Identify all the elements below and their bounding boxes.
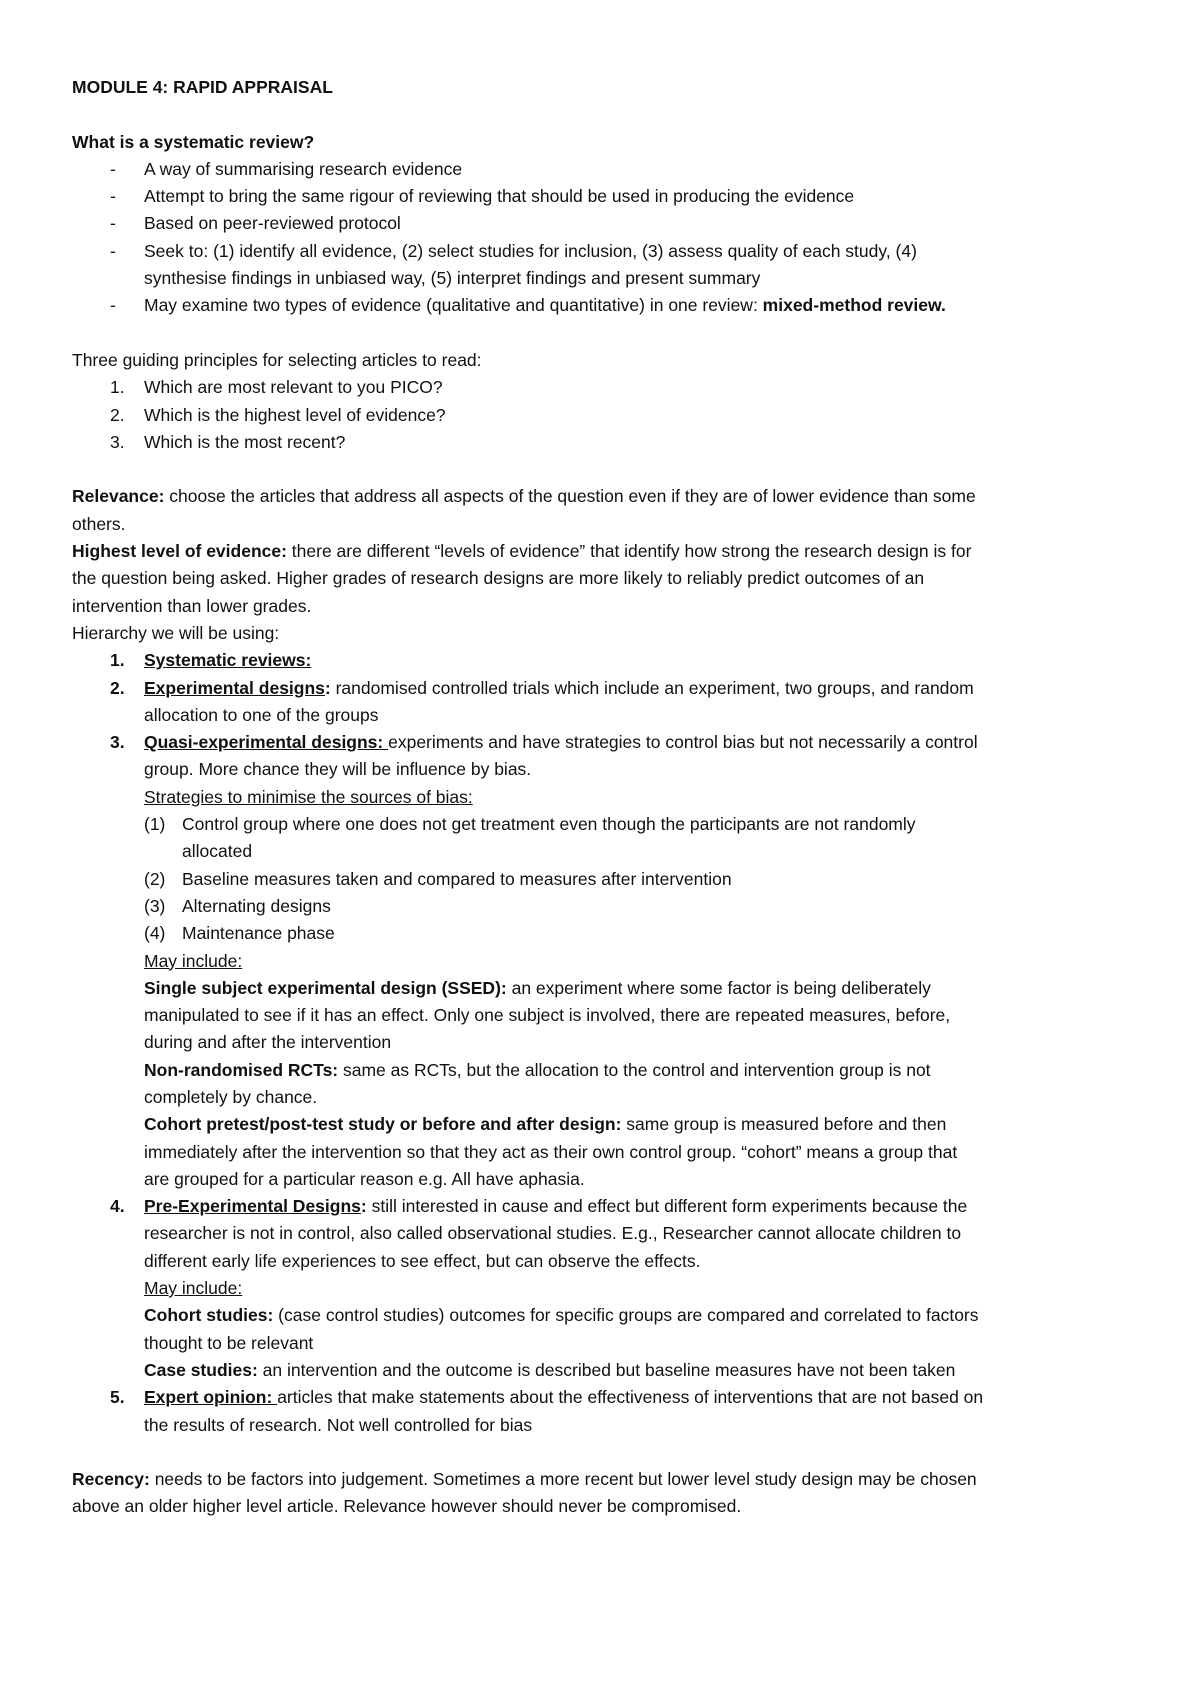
strategy-continuation: allocated bbox=[182, 841, 253, 862]
bullet-text: Based on peer-reviewed protocol bbox=[144, 213, 401, 234]
spacer bbox=[72, 1439, 1140, 1466]
bullet-continuation: synthesise findings in unbiased way, (5) interpret findings and present summary bbox=[144, 268, 761, 289]
ssed-continuation: during and after the intervention bbox=[144, 1032, 392, 1053]
principle-item bbox=[72, 429, 1140, 456]
may-include-heading: May include: bbox=[144, 1278, 243, 1299]
nonrandomised-paragraph bbox=[72, 1057, 1140, 1084]
spacer bbox=[72, 320, 1140, 347]
list-number: 2. bbox=[110, 677, 125, 698]
case-studies-paragraph bbox=[72, 1357, 1140, 1384]
cohort-pretest-label: Cohort pretest/post-test study or before and after design: bbox=[144, 1114, 622, 1135]
hierarchy-intro: Hierarchy we will be using: bbox=[72, 622, 280, 643]
strategy-text: Control group where one does not get treatment even though the participants are not randomly bbox=[182, 814, 916, 835]
case-studies-text: an intervention and the outcome is described but baseline measures have not been taken bbox=[257, 1359, 956, 1380]
bullet-item bbox=[72, 238, 1140, 265]
relevance-text: choose the articles that address all aspects of the question even if they are of lower evidence than some bbox=[164, 486, 976, 507]
strategy-item bbox=[72, 920, 1140, 947]
nonrandomised-continuation: completely by chance. bbox=[144, 1086, 318, 1107]
strategy-number: (4) bbox=[144, 923, 166, 944]
label-colon: : bbox=[360, 1196, 367, 1217]
ssed-continuation: manipulated to see if it has an effect. Only one subject is involved, there are repeated measures, before, bbox=[144, 1005, 951, 1026]
bullet-item bbox=[72, 210, 1140, 237]
hierarchy-item-5 bbox=[72, 1384, 1140, 1411]
item-continuation: allocation to one of the groups bbox=[144, 704, 379, 725]
systematic-reviews-label: Systematic reviews: bbox=[144, 650, 312, 671]
case-studies-label: Case studies: bbox=[144, 1359, 258, 1380]
relevance-continuation: others. bbox=[72, 513, 126, 534]
bullet-marker: - bbox=[110, 295, 116, 316]
principles-intro: Three guiding principles for selecting articles to read: bbox=[72, 349, 482, 370]
bullet-marker: - bbox=[110, 158, 116, 179]
strategy-number: (3) bbox=[144, 895, 166, 916]
strategy-number: (2) bbox=[144, 868, 166, 889]
cohort-pretest-text: same group is measured before and then bbox=[621, 1114, 947, 1135]
item-continuation: researcher is not in control, also called observational studies. E.g., Researcher cannot allocate children to bbox=[144, 1223, 962, 1244]
item-continuation: group. More chance they will be influence by bias. bbox=[144, 759, 532, 780]
recency-continuation: above an older higher level article. Relevance however should never be compromised. bbox=[72, 1496, 742, 1517]
experimental-designs-label: Experimental designs bbox=[144, 677, 325, 698]
bullet-item bbox=[72, 292, 1140, 319]
bullet-marker: - bbox=[110, 186, 116, 207]
strategy-number: (1) bbox=[144, 814, 166, 835]
hierarchy-item-2 bbox=[72, 675, 1140, 702]
list-number: 3. bbox=[110, 431, 125, 452]
list-number: 4. bbox=[110, 1196, 125, 1217]
principle-text: Which are most relevant to you PICO? bbox=[144, 377, 443, 398]
nonrandomised-text: same as RCTs, but the allocation to the control and intervention group is not bbox=[338, 1059, 931, 1080]
document-title: MODULE 4: RAPID APPRAISAL bbox=[72, 77, 333, 97]
hierarchy-item-1 bbox=[72, 647, 1140, 674]
bullet-text: May examine two types of evidence (qualitative and quantitative) in one review: bbox=[144, 295, 763, 316]
strategy-item bbox=[72, 893, 1140, 920]
principle-item bbox=[72, 402, 1140, 429]
item-text: still interested in cause and effect but different form experiments because the bbox=[366, 1196, 968, 1217]
bullet-text: A way of summarising research evidence bbox=[144, 158, 463, 179]
bullet-item bbox=[72, 156, 1140, 183]
item-text: experiments and have strategies to control bias but not necessarily a control bbox=[388, 732, 978, 753]
highest-level-label: Highest level of evidence: bbox=[72, 541, 287, 562]
principle-text: Which is the most recent? bbox=[144, 431, 346, 452]
list-number: 5. bbox=[110, 1387, 125, 1408]
quasi-experimental-label: Quasi-experimental designs: bbox=[144, 732, 389, 753]
item-text: articles that make statements about the effectiveness of interventions that are not based on bbox=[277, 1387, 984, 1408]
highest-level-continuation: intervention than lower grades. bbox=[72, 595, 312, 616]
bullet-marker: - bbox=[110, 213, 116, 234]
label-colon: : bbox=[324, 677, 331, 698]
expert-opinion-label: Expert opinion: bbox=[144, 1387, 278, 1408]
relevance-paragraph bbox=[72, 483, 1140, 510]
recency-label: Recency: bbox=[72, 1469, 150, 1490]
strategy-text: Baseline measures taken and compared to measures after intervention bbox=[182, 868, 732, 889]
nonrandomised-label: Non-randomised RCTs: bbox=[144, 1059, 339, 1080]
hierarchy-item-3 bbox=[72, 729, 1140, 756]
ssed-paragraph bbox=[72, 975, 1140, 1002]
spacer bbox=[72, 101, 1140, 128]
bullet-text: Seek to: (1) identify all evidence, (2) select studies for inclusion, (3) assess quality of each study, (4) bbox=[144, 240, 917, 261]
strategies-heading: Strategies to minimise the sources of bias: bbox=[144, 786, 473, 807]
principle-text: Which is the highest level of evidence? bbox=[144, 404, 446, 425]
recency-text: needs to be factors into judgement. Sometimes a more recent but lower level study design may be chosen bbox=[149, 1469, 977, 1490]
relevance-label: Relevance: bbox=[72, 486, 165, 507]
cohort-studies-label: Cohort studies: bbox=[144, 1305, 274, 1326]
list-number: 1. bbox=[110, 377, 125, 398]
bullet-item bbox=[72, 183, 1140, 210]
list-number: 2. bbox=[110, 404, 125, 425]
cohort-pretest-continuation: are grouped for a particular reason e.g. All have aphasia. bbox=[144, 1168, 585, 1189]
bullet-marker: - bbox=[110, 240, 116, 261]
highest-level-continuation: the question being asked. Higher grades of research designs are more likely to reliably predict outcomes of an bbox=[72, 568, 925, 589]
mixed-method-term: mixed-method review. bbox=[762, 295, 946, 316]
cohort-pretest-paragraph bbox=[72, 1111, 1140, 1138]
highest-level-text: there are different “levels of evidence” that identify how strong the research design is for bbox=[286, 541, 972, 562]
list-number: 1. bbox=[110, 650, 125, 671]
cohort-studies-text: (case control studies) outcomes for specific groups are compared and correlated to factors bbox=[273, 1305, 979, 1326]
cohort-studies-paragraph bbox=[72, 1302, 1140, 1329]
pre-experimental-label: Pre-Experimental Designs bbox=[144, 1196, 361, 1217]
cohort-studies-continuation: thought to be relevant bbox=[144, 1332, 314, 1353]
ssed-label: Single subject experimental design (SSED): bbox=[144, 977, 507, 998]
list-number: 3. bbox=[110, 732, 125, 753]
strategy-item bbox=[72, 811, 1140, 838]
strategy-text: Alternating designs bbox=[182, 895, 331, 916]
item-continuation: different early life experiences to see effect, but can observe the effects. bbox=[144, 1250, 701, 1271]
strategy-item bbox=[72, 866, 1140, 893]
strategy-text: Maintenance phase bbox=[182, 923, 335, 944]
item-text: randomised controlled trials which include an experiment, two groups, and random bbox=[330, 677, 974, 698]
spacer bbox=[72, 456, 1140, 483]
bullet-text: Attempt to bring the same rigour of reviewing that should be used in producing the evidence bbox=[144, 186, 855, 207]
systematic-review-heading: What is a systematic review? bbox=[72, 131, 315, 152]
highest-level-paragraph bbox=[72, 538, 1140, 565]
ssed-text: an experiment where some factor is being deliberately bbox=[506, 977, 931, 998]
hierarchy-item-4 bbox=[72, 1193, 1140, 1220]
cohort-pretest-continuation: immediately after the intervention so that they act as their own control group. “cohort” means a group that bbox=[144, 1141, 958, 1162]
principle-item bbox=[72, 374, 1140, 401]
recency-paragraph bbox=[72, 1466, 1140, 1493]
item-continuation: the results of research. Not well controlled for bias bbox=[144, 1414, 533, 1435]
may-include-heading: May include: bbox=[144, 950, 243, 971]
